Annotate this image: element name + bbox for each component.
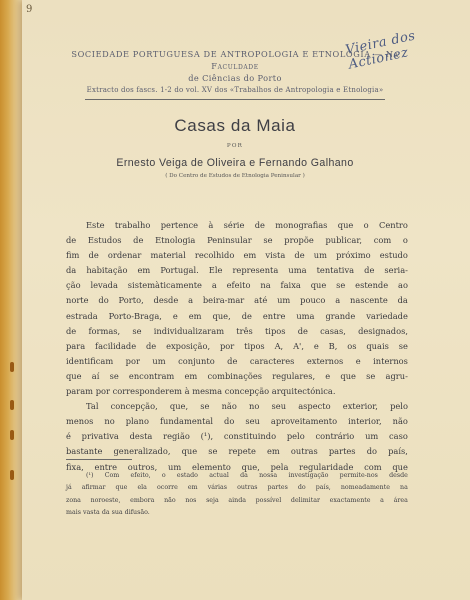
footnote — [66, 470, 408, 519]
society-line: SOCIEDADE PORTUGUESA DE ANTROPOLOGIA E ETNOLOGIA — Na Faculdade — [71, 49, 399, 71]
binding-mark — [10, 362, 14, 372]
body-line: Tal concepção, que, se não no seu aspecto exterior, pelo — [86, 401, 408, 412]
body-line: ção levada sistemàticamente a efeito na faixa que se estende ao — [66, 280, 408, 291]
body-line: de Estudos de Etnologia Peninsular se propõe publicar, com o — [66, 235, 408, 246]
body-line: fixa, entre outros, um elemento que, pela regularidade com que — [66, 461, 408, 472]
body-line: bastante generalizado, que se repete em outras partes do país, — [66, 446, 408, 457]
footnote-line: (¹) Com efeito, o estado actual da nossa investigação permite-nos desde — [86, 472, 408, 479]
publication-header — [60, 48, 410, 100]
binding-mark — [10, 470, 14, 480]
binding-mark — [10, 400, 14, 410]
footnote-rule — [66, 459, 132, 460]
header-rule — [85, 99, 385, 100]
affiliation: ( Do Centro de Estudos de Etnologia Peninsular ) — [165, 173, 305, 179]
body-line: norte do Porto, desde a beira-mar até um pouco a nascente da — [66, 295, 408, 306]
footnote-line: zona noroeste, embora não nos seja ainda possível delimitar exactamente a área — [66, 496, 408, 504]
by-line-label: POR — [226, 143, 244, 149]
authors: Ernesto Veiga de Oliveira e Fernando Galhano — [116, 157, 354, 169]
body-line: menos no plano fundamental do seu aproveitamento interior, não — [66, 416, 408, 427]
footnote-line: já afirmar que ela ocorre em várias outras partes do país, nomeadamente na — [66, 484, 408, 492]
body-line: de formas, se individualizaram três tipos de casas, designados, — [66, 325, 408, 336]
body-line: é privativa desta região (¹), constituindo pelo contrário um caso — [66, 431, 408, 442]
body-text — [66, 218, 408, 475]
footnote-line: mais vasta da sua difusão. — [66, 508, 150, 516]
faculty-line: de Ciências do Porto — [188, 73, 282, 83]
body-line: Este trabalho pertence à série de monografias que o Centro — [86, 220, 408, 230]
body-line: param por corresponderem à mesma concepção arquitectónica. — [66, 386, 336, 397]
binding-mark — [10, 430, 14, 440]
body-line: que aí se encontram em combinações regulares, e que se agru- — [66, 370, 408, 381]
body-line: para facilidade de exposição, por tipos A, A', e B, os quais se — [66, 340, 408, 351]
handwritten-note: Vieira dos Actionez — [344, 28, 417, 73]
body-line: fim de ordenar material recolhido em vista de um próximo estudo — [66, 250, 408, 261]
extract-line: Extracto dos fascs. 1-2 do vol. XV dos «Trabalhos de Antropologia e Etnologia» — [86, 86, 384, 94]
body-line: estrada Porto-Braga, e em que, de entre uma grande variedade — [66, 310, 408, 321]
document-title: Casas da Maia — [174, 116, 296, 135]
body-line: identificam por um conjunto de caracteres externos e internos — [66, 355, 408, 366]
body-line: da habitação em Portugal. Ele representa uma tentativa de seria- — [66, 265, 408, 276]
page-number: 9 — [26, 4, 33, 15]
